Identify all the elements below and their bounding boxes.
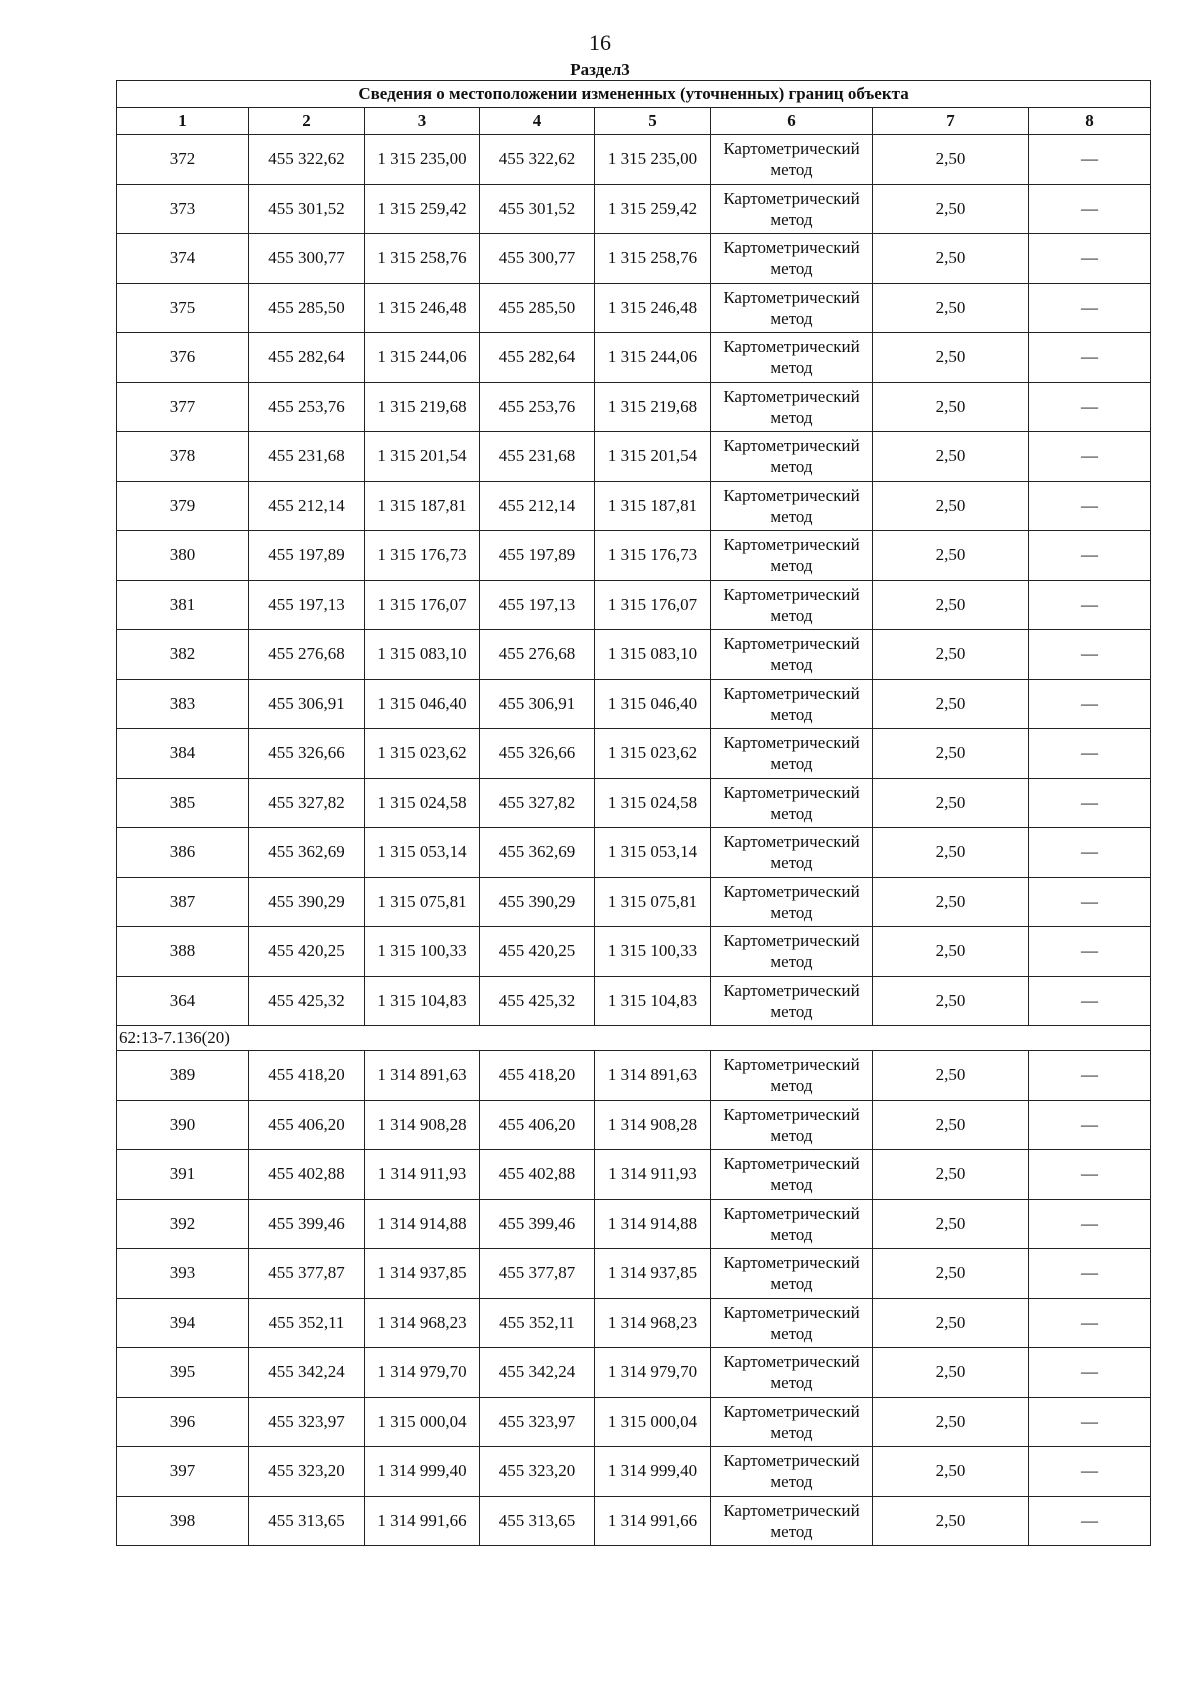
table-cell: 2,50 — [873, 1447, 1029, 1497]
table-cell: 1 315 000,04 — [595, 1397, 711, 1447]
table-cell: 455 253,76 — [480, 382, 595, 432]
table-cell: 1 315 176,73 — [365, 531, 480, 581]
table-cell: — — [1029, 679, 1151, 729]
table-cell: 455 323,97 — [249, 1397, 365, 1447]
table-cell: 2,50 — [873, 877, 1029, 927]
table-caption: Сведения о местоположении измененных (уточненных) границ объекта — [117, 81, 1151, 108]
table-cell: Картометрический метод — [711, 778, 873, 828]
table-cell: 1 314 991,66 — [365, 1496, 480, 1546]
table-cell: 1 315 023,62 — [595, 729, 711, 779]
table-cell: Картометрический метод — [711, 1199, 873, 1249]
table-cell: Картометрический метод — [711, 184, 873, 234]
table-cell: — — [1029, 432, 1151, 482]
table-cell: 455 276,68 — [480, 630, 595, 680]
table-cell: 389 — [117, 1051, 249, 1101]
table-cell: 2,50 — [873, 184, 1029, 234]
table-cell: 1 314 911,93 — [365, 1150, 480, 1200]
table-cell: 1 314 908,28 — [365, 1100, 480, 1150]
table-cell: 383 — [117, 679, 249, 729]
table-cell: 2,50 — [873, 976, 1029, 1026]
column-number: 7 — [873, 108, 1029, 135]
column-number-row — [117, 108, 1151, 135]
table-row — [117, 1199, 1151, 1249]
table-cell: 2,50 — [873, 382, 1029, 432]
table-cell: 2,50 — [873, 580, 1029, 630]
column-number: 3 — [365, 108, 480, 135]
table-cell: Картометрический метод — [711, 1447, 873, 1497]
table-cell: 1 315 201,54 — [365, 432, 480, 482]
table-cell: 1 315 246,48 — [595, 283, 711, 333]
table-cell: 455 327,82 — [249, 778, 365, 828]
table-cell: 2,50 — [873, 1397, 1029, 1447]
table-cell: 372 — [117, 135, 249, 185]
table-row — [117, 1397, 1151, 1447]
table-cell: 1 315 258,76 — [365, 234, 480, 284]
table-cell: Картометрический метод — [711, 1496, 873, 1546]
table-cell: 1 315 258,76 — [595, 234, 711, 284]
table-cell: 455 402,88 — [480, 1150, 595, 1200]
group-label: 62:13-7.136(20) — [117, 1026, 1151, 1051]
table-cell: — — [1029, 1051, 1151, 1101]
table-row — [117, 679, 1151, 729]
table-cell: 1 315 083,10 — [365, 630, 480, 680]
table-cell: Картометрический метод — [711, 630, 873, 680]
table-cell: — — [1029, 1447, 1151, 1497]
table-cell: 1 315 244,06 — [595, 333, 711, 383]
table-cell: — — [1029, 382, 1151, 432]
table-cell: 374 — [117, 234, 249, 284]
column-number: 6 — [711, 108, 873, 135]
table-cell: 2,50 — [873, 630, 1029, 680]
table-cell: 391 — [117, 1150, 249, 1200]
table-row — [117, 927, 1151, 977]
column-number: 2 — [249, 108, 365, 135]
table-cell: 455 282,64 — [249, 333, 365, 383]
section-title: Раздел3 — [570, 60, 630, 79]
table-cell: 455 323,97 — [480, 1397, 595, 1447]
table-cell: 1 315 083,10 — [595, 630, 711, 680]
table-cell: 2,50 — [873, 135, 1029, 185]
table-cell: 1 315 053,14 — [595, 828, 711, 878]
table-cell: 1 315 219,68 — [595, 382, 711, 432]
table-cell: 455 362,69 — [480, 828, 595, 878]
table-cell: 455 322,62 — [480, 135, 595, 185]
table-cell: 1 315 176,73 — [595, 531, 711, 581]
table-cell: 1 315 053,14 — [365, 828, 480, 878]
table-cell: 379 — [117, 481, 249, 531]
table-cell: 455 399,46 — [249, 1199, 365, 1249]
table-cell: 377 — [117, 382, 249, 432]
table-cell: 455 418,20 — [480, 1051, 595, 1101]
table-cell: 455 300,77 — [480, 234, 595, 284]
table-cell: — — [1029, 481, 1151, 531]
table-cell: — — [1029, 778, 1151, 828]
table-row — [117, 481, 1151, 531]
table-cell: — — [1029, 135, 1151, 185]
table-cell: 398 — [117, 1496, 249, 1546]
table-row — [117, 877, 1151, 927]
table-cell: 1 315 100,33 — [595, 927, 711, 977]
table-cell: 1 315 235,00 — [365, 135, 480, 185]
table-cell: — — [1029, 877, 1151, 927]
table-cell: 455 425,32 — [480, 976, 595, 1026]
column-number: 4 — [480, 108, 595, 135]
table-cell: 455 285,50 — [249, 283, 365, 333]
table-cell: 2,50 — [873, 481, 1029, 531]
table-row — [117, 531, 1151, 581]
table-cell: 2,50 — [873, 531, 1029, 581]
table-cell: 1 314 991,66 — [595, 1496, 711, 1546]
table-row — [117, 1249, 1151, 1299]
table-cell: — — [1029, 1199, 1151, 1249]
table-row — [117, 1447, 1151, 1497]
table-row — [117, 580, 1151, 630]
table-cell: 1 315 187,81 — [595, 481, 711, 531]
table-cell: 455 326,66 — [249, 729, 365, 779]
table-cell: 384 — [117, 729, 249, 779]
table-cell: — — [1029, 184, 1151, 234]
table-cell: 2,50 — [873, 828, 1029, 878]
table-cell: 1 315 046,40 — [595, 679, 711, 729]
table-cell: 393 — [117, 1249, 249, 1299]
table-cell: 1 314 914,88 — [365, 1199, 480, 1249]
table-cell: 455 197,89 — [480, 531, 595, 581]
table-cell: — — [1029, 1298, 1151, 1348]
table-cell: Картометрический метод — [711, 976, 873, 1026]
table-cell: 1 315 024,58 — [595, 778, 711, 828]
table-cell: 1 314 999,40 — [365, 1447, 480, 1497]
table-cell: 455 300,77 — [249, 234, 365, 284]
table-row — [117, 630, 1151, 680]
table-cell: 455 399,46 — [480, 1199, 595, 1249]
table-cell: 455 390,29 — [249, 877, 365, 927]
table-cell: 455 326,66 — [480, 729, 595, 779]
column-number: 5 — [595, 108, 711, 135]
table-cell: 2,50 — [873, 778, 1029, 828]
table-cell: 387 — [117, 877, 249, 927]
table-cell: 455 197,13 — [249, 580, 365, 630]
table-cell: Картометрический метод — [711, 1100, 873, 1150]
table-cell: Картометрический метод — [711, 333, 873, 383]
column-number: 1 — [117, 108, 249, 135]
table-cell: Картометрический метод — [711, 927, 873, 977]
table-row — [117, 828, 1151, 878]
table-cell: 1 314 979,70 — [365, 1348, 480, 1398]
table-cell: 1 314 999,40 — [595, 1447, 711, 1497]
table-cell: Картометрический метод — [711, 481, 873, 531]
table-cell: 455 406,20 — [249, 1100, 365, 1150]
table-cell: 1 314 968,23 — [365, 1298, 480, 1348]
table-cell: 1 314 914,88 — [595, 1199, 711, 1249]
boundary-table — [116, 80, 1151, 1546]
table-row — [117, 729, 1151, 779]
table-cell: 397 — [117, 1447, 249, 1497]
table-cell: Картометрический метод — [711, 679, 873, 729]
table-cell: 1 315 000,04 — [365, 1397, 480, 1447]
table-cell: 375 — [117, 283, 249, 333]
table-cell: Картометрический метод — [711, 877, 873, 927]
table-cell: 1 315 046,40 — [365, 679, 480, 729]
table-cell: 455 231,68 — [480, 432, 595, 482]
table-cell: 1 315 246,48 — [365, 283, 480, 333]
table-cell: 2,50 — [873, 729, 1029, 779]
table-cell: 1 314 968,23 — [595, 1298, 711, 1348]
table-cell: — — [1029, 580, 1151, 630]
table-cell: 390 — [117, 1100, 249, 1150]
table-cell: 455 362,69 — [249, 828, 365, 878]
table-cell: — — [1029, 1397, 1151, 1447]
table-row — [117, 432, 1151, 482]
table-cell: 380 — [117, 531, 249, 581]
table-cell: 455 418,20 — [249, 1051, 365, 1101]
table-cell: — — [1029, 630, 1151, 680]
table-cell: Картометрический метод — [711, 283, 873, 333]
table-cell: — — [1029, 234, 1151, 284]
table-cell: 455 282,64 — [480, 333, 595, 383]
table-cell: — — [1029, 283, 1151, 333]
table-cell: 455 420,25 — [480, 927, 595, 977]
table-cell: 455 306,91 — [480, 679, 595, 729]
table-cell: 2,50 — [873, 1100, 1029, 1150]
table-cell: 382 — [117, 630, 249, 680]
table-cell: Картометрический метод — [711, 382, 873, 432]
table-cell: 381 — [117, 580, 249, 630]
table-cell: Картометрический метод — [711, 1348, 873, 1398]
table-cell: 2,50 — [873, 1298, 1029, 1348]
table-cell: — — [1029, 828, 1151, 878]
table-cell: 1 315 075,81 — [365, 877, 480, 927]
table-row — [117, 976, 1151, 1026]
table-cell: 2,50 — [873, 234, 1029, 284]
table-cell: 373 — [117, 184, 249, 234]
table-cell: 2,50 — [873, 283, 1029, 333]
table-cell: 455 212,14 — [480, 481, 595, 531]
table-cell: 455 313,65 — [249, 1496, 365, 1546]
table-row — [117, 382, 1151, 432]
table-cell: Картометрический метод — [711, 1249, 873, 1299]
table-cell: 378 — [117, 432, 249, 482]
table-cell: 1 315 100,33 — [365, 927, 480, 977]
table-cell: Картометрический метод — [711, 1051, 873, 1101]
table-cell: 1 315 187,81 — [365, 481, 480, 531]
table-cell: 2,50 — [873, 1150, 1029, 1200]
table-cell: 455 301,52 — [480, 184, 595, 234]
table-cell: Картометрический метод — [711, 432, 873, 482]
column-number: 8 — [1029, 108, 1151, 135]
table-cell: — — [1029, 531, 1151, 581]
table-cell: 2,50 — [873, 1496, 1029, 1546]
table-row — [117, 1496, 1151, 1546]
table-cell: 455 323,20 — [249, 1447, 365, 1497]
table-cell: 1 315 201,54 — [595, 432, 711, 482]
table-cell: 2,50 — [873, 1051, 1029, 1101]
table-cell: 364 — [117, 976, 249, 1026]
table-cell: Картометрический метод — [711, 135, 873, 185]
table-row — [117, 1298, 1151, 1348]
table-cell: — — [1029, 976, 1151, 1026]
table-row — [117, 778, 1151, 828]
table-row — [117, 1100, 1151, 1150]
table-cell: 455 212,14 — [249, 481, 365, 531]
table-cell: Картометрический метод — [711, 828, 873, 878]
table-cell: 455 377,87 — [480, 1249, 595, 1299]
table-cell: 1 314 937,85 — [365, 1249, 480, 1299]
table-row — [117, 333, 1151, 383]
table-cell: 455 285,50 — [480, 283, 595, 333]
table-cell: — — [1029, 1496, 1151, 1546]
table-cell: Картометрический метод — [711, 580, 873, 630]
table-cell: 455 425,32 — [249, 976, 365, 1026]
table-cell: 1 315 219,68 — [365, 382, 480, 432]
table-cell: 2,50 — [873, 1348, 1029, 1398]
table-cell: 455 253,76 — [249, 382, 365, 432]
table-cell: 1 315 259,42 — [595, 184, 711, 234]
table-cell: — — [1029, 1348, 1151, 1398]
table-cell: 455 342,24 — [480, 1348, 595, 1398]
table-cell: 1 315 259,42 — [365, 184, 480, 234]
table-cell: Картометрический метод — [711, 531, 873, 581]
table-row — [117, 1348, 1151, 1398]
table-cell: 455 322,62 — [249, 135, 365, 185]
table-cell: Картометрический метод — [711, 1298, 873, 1348]
table-cell: 455 306,91 — [249, 679, 365, 729]
table-row — [117, 135, 1151, 185]
table-cell: 2,50 — [873, 432, 1029, 482]
table-cell: 455 301,52 — [249, 184, 365, 234]
table-cell: Картометрический метод — [711, 234, 873, 284]
table-cell: 1 314 891,63 — [595, 1051, 711, 1101]
table-cell: 1 314 911,93 — [595, 1150, 711, 1200]
table-cell: 1 315 176,07 — [365, 580, 480, 630]
table-cell: — — [1029, 1249, 1151, 1299]
table-cell: 396 — [117, 1397, 249, 1447]
table-row — [117, 283, 1151, 333]
table-cell: 395 — [117, 1348, 249, 1398]
table-row — [117, 234, 1151, 284]
table-cell: — — [1029, 1100, 1151, 1150]
table-cell: 1 315 104,83 — [365, 976, 480, 1026]
table-cell: 2,50 — [873, 1199, 1029, 1249]
table-cell: 2,50 — [873, 333, 1029, 383]
table-cell: — — [1029, 729, 1151, 779]
table-cell: 455 390,29 — [480, 877, 595, 927]
table-cell: — — [1029, 1150, 1151, 1200]
table-cell: 455 352,11 — [480, 1298, 595, 1348]
table-cell: 2,50 — [873, 1249, 1029, 1299]
table-cell: 455 402,88 — [249, 1150, 365, 1200]
table-cell: 455 197,89 — [249, 531, 365, 581]
table-cell: 455 377,87 — [249, 1249, 365, 1299]
table-row — [117, 1051, 1151, 1101]
table-cell: 388 — [117, 927, 249, 977]
table-cell: 1 314 908,28 — [595, 1100, 711, 1150]
table-cell: 455 323,20 — [480, 1447, 595, 1497]
table-cell: 1 315 023,62 — [365, 729, 480, 779]
table-cell: 1 314 937,85 — [595, 1249, 711, 1299]
table-cell: 455 406,20 — [480, 1100, 595, 1150]
table-cell: 1 315 075,81 — [595, 877, 711, 927]
table-cell: 1 315 104,83 — [595, 976, 711, 1026]
table-cell: 1 315 235,00 — [595, 135, 711, 185]
table-cell: Картометрический метод — [711, 1397, 873, 1447]
table-cell: 455 276,68 — [249, 630, 365, 680]
table-cell: Картометрический метод — [711, 1150, 873, 1200]
table-cell: 455 420,25 — [249, 927, 365, 977]
table-cell: 1 315 244,06 — [365, 333, 480, 383]
table-cell: 392 — [117, 1199, 249, 1249]
group-row — [117, 1026, 1151, 1051]
table-cell: Картометрический метод — [711, 729, 873, 779]
table-cell: 394 — [117, 1298, 249, 1348]
table-cell: 2,50 — [873, 927, 1029, 977]
table-cell: 455 352,11 — [249, 1298, 365, 1348]
table-cell: 376 — [117, 333, 249, 383]
table-cell: 2,50 — [873, 679, 1029, 729]
table-cell: — — [1029, 927, 1151, 977]
table-cell: 455 197,13 — [480, 580, 595, 630]
table-cell: 1 315 176,07 — [595, 580, 711, 630]
table-cell: 1 314 891,63 — [365, 1051, 480, 1101]
table-cell: 455 231,68 — [249, 432, 365, 482]
table-body — [117, 135, 1151, 1546]
table-cell: 455 327,82 — [480, 778, 595, 828]
table-cell: 386 — [117, 828, 249, 878]
table-cell: 455 342,24 — [249, 1348, 365, 1398]
table-cell: — — [1029, 333, 1151, 383]
table-cell: 385 — [117, 778, 249, 828]
table-row — [117, 1150, 1151, 1200]
table-cell: 1 314 979,70 — [595, 1348, 711, 1398]
table-cell: 1 315 024,58 — [365, 778, 480, 828]
page-number: 16 — [589, 30, 611, 55]
table-row — [117, 184, 1151, 234]
table-cell: 455 313,65 — [480, 1496, 595, 1546]
